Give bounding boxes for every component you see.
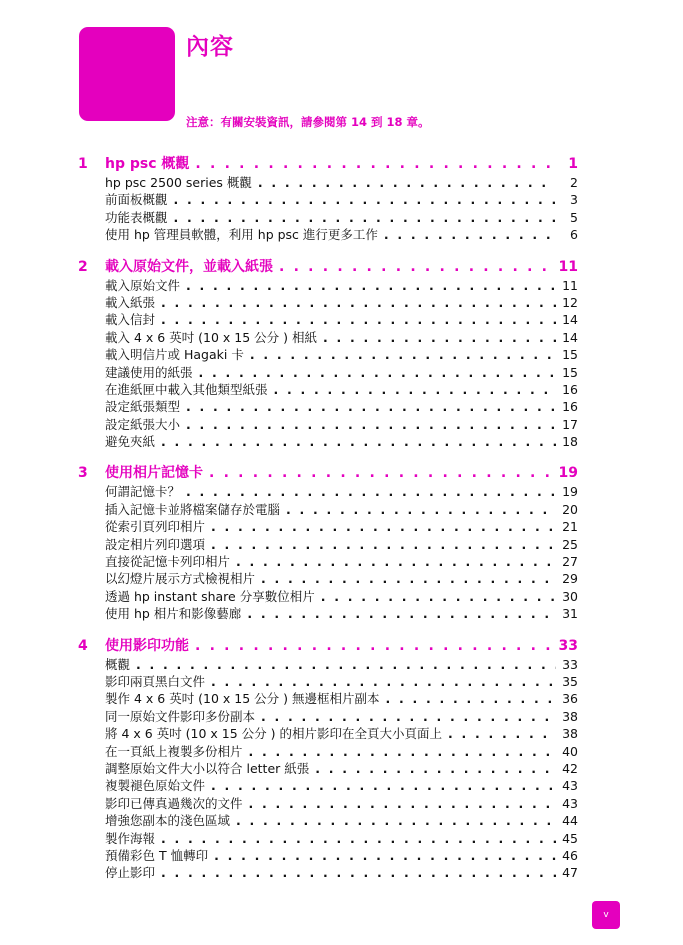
entry-title: 將 4 x 6 英吋 (10 x 15 公分 ) 的相片影印在全頁大小頁面上 [105, 726, 443, 742]
entry-title: 設定相片列印選項 [105, 536, 206, 552]
entry-title: 何謂記憶卡？ [105, 484, 181, 500]
entry-page: 42 [562, 760, 578, 776]
entry-title: 在進紙匣中載入其他類型紙張 [105, 381, 268, 397]
entry-title: 直接從記憶卡列印相片 [105, 554, 231, 570]
toc-entry-row[interactable] [78, 518, 578, 535]
entry-page: 18 [562, 434, 578, 450]
chapter-number: 2 [78, 258, 88, 275]
toc-entry-row[interactable] [78, 381, 578, 398]
leader-dots [386, 690, 556, 707]
toc-entry-row[interactable] [78, 174, 578, 191]
leader-dots [214, 847, 556, 864]
chapter-3 [78, 464, 578, 622]
entry-page: 15 [562, 347, 578, 363]
entry-page: 12 [562, 294, 578, 310]
leader-dots [261, 708, 556, 725]
entry-title: 插入記憶卡並將檔案儲存於電腦 [105, 501, 281, 517]
entry-page: 27 [562, 554, 578, 570]
entry-title: 增強您副本的淺色區域 [105, 813, 231, 829]
entry-title: 停止影印 [105, 865, 156, 881]
entry-title: 以幻燈片展示方式檢視相片 [105, 571, 256, 587]
leader-dots [195, 155, 556, 174]
leader-dots [249, 795, 556, 812]
leader-dots [211, 673, 556, 690]
leader-dots [199, 364, 556, 381]
entry-page: 44 [562, 813, 578, 829]
page-number: v [603, 910, 609, 920]
toc-entry-row[interactable] [78, 191, 578, 208]
entry-title: 使用 hp 管理員軟體，利用 hp psc 進行更多工作 [105, 227, 378, 243]
chapter-title: hp psc 概觀 [105, 156, 190, 172]
leader-dots [186, 483, 556, 500]
toc-entry-row[interactable] [78, 690, 578, 707]
leader-dots [448, 725, 556, 742]
entry-title: 影印兩頁黑白文件 [105, 673, 206, 689]
entry-page: 14 [562, 329, 578, 345]
entry-page: 15 [562, 364, 578, 380]
chapter-number: 4 [78, 637, 88, 654]
entry-page: 11 [562, 277, 578, 293]
toc-entry-row[interactable] [78, 673, 578, 690]
chapter-title: 使用相片記憶卡 [105, 465, 203, 482]
entry-page: 3 [570, 192, 578, 208]
toc-entry-row[interactable] [78, 329, 578, 346]
toc-entry-row[interactable] [78, 483, 578, 500]
leader-dots [236, 812, 556, 829]
entry-title: 調整原始文件大小以符合 letter 紙張 [105, 760, 310, 776]
entry-title: 載入明信片或 Hagaki 卡 [105, 347, 244, 363]
entry-page: 33 [562, 656, 578, 672]
entry-page: 17 [562, 416, 578, 432]
entry-title: 在一頁紙上複製多份相片 [105, 743, 243, 759]
toc-entry-row[interactable] [78, 570, 578, 587]
leader-dots [161, 311, 556, 328]
entry-title: 透過 hp instant share 分享數位相片 [105, 588, 315, 604]
leader-dots [247, 605, 556, 622]
leader-dots [186, 398, 556, 415]
toc-entry-row[interactable] [78, 725, 578, 742]
toc-entry-row[interactable] [78, 777, 578, 794]
toc-entry-row[interactable] [78, 433, 578, 450]
toc-entry-row[interactable] [78, 209, 578, 226]
entry-page: 36 [562, 691, 578, 707]
leader-dots [323, 329, 556, 346]
leader-dots [258, 174, 556, 191]
toc-entry-row[interactable] [78, 553, 578, 570]
entry-page: 31 [562, 606, 578, 622]
entry-title: 載入原始文件 [105, 277, 181, 293]
chapter-4 [78, 637, 578, 882]
entry-title: 功能表概觀 [105, 209, 168, 225]
chapter-2 [78, 258, 578, 451]
entry-title: 載入 4 x 6 英吋 (10 x 15 公分 ) 相紙 [105, 329, 317, 345]
leader-dots [209, 464, 553, 483]
leader-dots [384, 226, 556, 243]
chapter-number: 3 [78, 465, 88, 482]
entry-page: 45 [562, 830, 578, 846]
toc-chapter-row[interactable] [78, 637, 578, 656]
toc-entry-row[interactable] [78, 847, 578, 864]
chapter-decor-block [79, 27, 175, 121]
leader-dots [250, 346, 556, 363]
page-title: 內容 [186, 34, 234, 60]
chapter-page: 11 [558, 258, 578, 275]
toc-entry-row[interactable] [78, 605, 578, 622]
entry-page: 14 [562, 312, 578, 328]
entry-page: 20 [562, 501, 578, 517]
chapter-1 [78, 155, 578, 244]
entry-title: 前面板概觀 [105, 192, 168, 208]
toc-entry-row[interactable] [78, 364, 578, 381]
toc-entry-row[interactable] [78, 743, 578, 760]
leader-dots [279, 258, 553, 277]
toc-entry-row[interactable] [78, 311, 578, 328]
entry-title: 預備彩色 T 恤轉印 [105, 847, 209, 863]
entry-page: 5 [570, 209, 578, 225]
entry-page: 38 [562, 708, 578, 724]
leader-dots [174, 209, 556, 226]
entry-page: 16 [562, 381, 578, 397]
leader-dots [211, 536, 556, 553]
toc-entry-row[interactable] [78, 416, 578, 433]
entry-title: 製作海報 [105, 830, 156, 846]
entry-page: 19 [562, 484, 578, 500]
entry-page: 16 [562, 399, 578, 415]
leader-dots [321, 588, 556, 605]
toc-chapter-row[interactable] [78, 464, 578, 483]
page-number-badge [592, 901, 620, 929]
toc-chapter-row[interactable] [78, 155, 578, 174]
entry-title: 從索引頁列印相片 [105, 519, 206, 535]
leader-dots [161, 830, 556, 847]
leader-dots [211, 777, 556, 794]
entry-page: 30 [562, 588, 578, 604]
toc-entry-row[interactable] [78, 277, 578, 294]
entry-page: 38 [562, 726, 578, 742]
toc-chapter-row[interactable] [78, 258, 578, 277]
entry-page: 43 [562, 778, 578, 794]
toc-entry-row[interactable] [78, 656, 578, 673]
chapter-title: 使用影印功能 [105, 637, 189, 654]
entry-page: 2 [570, 175, 578, 190]
entry-page: 43 [562, 795, 578, 811]
entry-title: 載入信封 [105, 312, 156, 328]
leader-dots [161, 433, 556, 450]
leader-dots [161, 294, 556, 311]
entry-title: 概觀 [105, 656, 131, 672]
toc-entry-row[interactable] [78, 588, 578, 605]
leader-dots [174, 191, 556, 208]
entry-page: 40 [562, 743, 578, 759]
toc-entry-row[interactable] [78, 398, 578, 415]
chapter-page: 19 [558, 465, 578, 482]
chapter-title: 載入原始文件，並載入紙張 [105, 258, 273, 275]
leader-dots [261, 570, 556, 587]
entry-page: 46 [562, 847, 578, 863]
toc-entry-row[interactable] [78, 536, 578, 553]
entry-page: 25 [562, 536, 578, 552]
entry-page: 21 [562, 519, 578, 535]
leader-dots [211, 518, 556, 535]
entry-title: 影印已傳真過幾次的文件 [105, 795, 243, 811]
leader-dots [249, 743, 556, 760]
entry-page: 47 [562, 865, 578, 881]
toc-entry-row[interactable] [78, 226, 578, 243]
entry-title: 複製褪色原始文件 [105, 778, 206, 794]
toc-entry-row[interactable] [78, 812, 578, 829]
entry-title: 設定紙張大小 [105, 416, 181, 432]
entry-title: 建議使用的紙張 [105, 364, 193, 380]
leader-dots [161, 864, 556, 881]
leader-dots [195, 637, 553, 656]
toc-entry-row[interactable] [78, 501, 578, 518]
table-of-contents [78, 155, 578, 896]
chapter-number: 1 [78, 156, 88, 172]
toc-entry-row[interactable] [78, 864, 578, 881]
leader-dots [186, 416, 556, 433]
leader-dots [286, 501, 556, 518]
toc-entry-row[interactable] [78, 346, 578, 363]
leader-dots [136, 656, 556, 673]
leader-dots [186, 277, 556, 294]
entry-title: hp psc 2500 series 概觀 [105, 175, 252, 190]
leader-dots [236, 553, 556, 570]
leader-dots [315, 760, 556, 777]
toc-entry-row[interactable] [78, 294, 578, 311]
chapter-page: 1 [568, 156, 578, 172]
toc-entry-row[interactable] [78, 830, 578, 847]
entry-page: 6 [570, 227, 578, 243]
toc-entry-row[interactable] [78, 795, 578, 812]
entry-title: 載入紙張 [105, 294, 156, 310]
entry-title: 使用 hp 相片和影像藝廊 [105, 606, 242, 622]
toc-entry-row[interactable] [78, 760, 578, 777]
leader-dots [274, 381, 556, 398]
entry-title: 同一原始文件影印多份副本 [105, 708, 256, 724]
install-note: 注意：有關安裝資訊，請參閱第 14 到 18 章。 [186, 115, 430, 129]
entry-page: 35 [562, 673, 578, 689]
entry-title: 製作 4 x 6 英吋 (10 x 15 公分 ) 無邊框相片副本 [105, 691, 380, 707]
entry-title: 避免夾紙 [105, 434, 156, 450]
entry-page: 29 [562, 571, 578, 587]
toc-entry-row[interactable] [78, 708, 578, 725]
entry-title: 設定紙張類型 [105, 399, 181, 415]
chapter-page: 33 [558, 637, 578, 654]
